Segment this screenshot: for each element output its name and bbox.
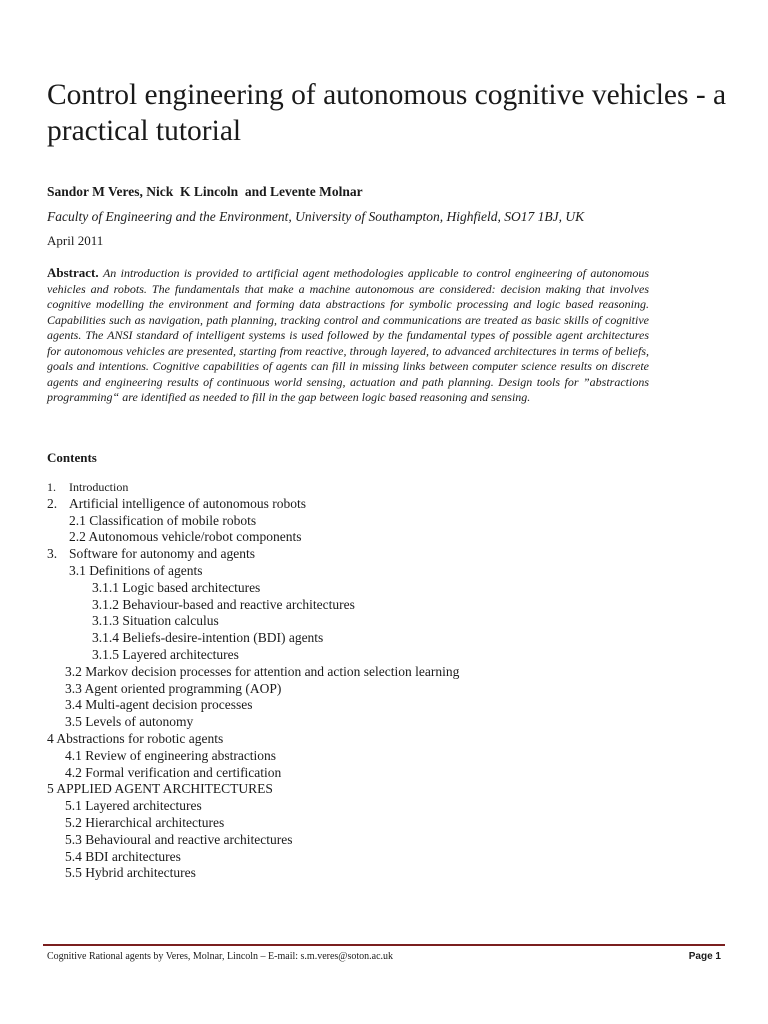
abstract-text: An introduction is provided to artificial agent methodologies applicable to control engineering of autonomous vehicles and robots. The fundamentals that make a machine autonomous are considered: decision making that involves cognitive modelling the environment and forming data abstractions for symbolic processing and logic based reasoning. Capabilities such as navigation, path planning, tracking control and communications are treated as basic skills of cognitive agents. The ANSI standard of intelligent systems is used followed by the fundamental types of possible agent architectures for autonomous vehicles are presented, starting from reactive, through layered, to advanced architectures in terms of beliefs, goals and intentions. Cognitive capabilities of agents can fill in missing links between computer science results on discrete agents and engineering results of continuous world sensing, actuation and path planning. Design tools for ”abstractions programming“ are identified as needed to fill in the gap between logic based reasoning and sensing. <box>47 266 650 404</box>
paper-title: Control engineering of autonomous cognitive vehicles - a practical tutorial <box>47 79 727 147</box>
toc-item <box>47 529 727 546</box>
toc-item <box>47 714 727 731</box>
toc-item <box>47 580 727 597</box>
toc-number: 3. <box>47 546 58 562</box>
toc-item <box>47 496 727 513</box>
toc-item <box>47 748 727 765</box>
page-number: Page 1 <box>688 951 721 962</box>
toc-label: Introduction <box>69 480 129 494</box>
toc-label: 4.2 Formal verification and certification <box>65 764 282 780</box>
toc-label: 3.1.2 Behaviour-based and reactive architectures <box>92 596 355 612</box>
toc-label: 3.5 Levels of autonomy <box>65 714 194 730</box>
toc-item <box>47 597 727 614</box>
toc-label: 5.4 BDI architectures <box>65 848 181 864</box>
date: April 2011 <box>47 233 104 248</box>
toc-item <box>47 781 727 798</box>
toc-item <box>47 798 727 815</box>
toc-label: 3.1.3 Situation calculus <box>92 613 219 629</box>
toc-label: 3.1 Definitions of agents <box>69 562 203 578</box>
toc-item <box>47 546 727 563</box>
toc-item <box>47 681 727 698</box>
toc-item <box>47 865 727 882</box>
toc-item <box>47 697 727 714</box>
toc-label: 3.1.1 Logic based architectures <box>92 579 261 595</box>
footer-divider <box>43 944 725 946</box>
toc-item <box>47 815 727 832</box>
footer-text: Cognitive Rational agents by Veres, Molnar, Lincoln – E-mail: s.m.veres@soton.ac.uk <box>47 951 394 962</box>
affiliation: Faculty of Engineering and the Environment, University of Southampton, Highfield, SO17 1BJ, UK <box>47 209 585 224</box>
toc-item <box>47 513 727 530</box>
toc-label: 3.1.5 Layered architectures <box>92 646 239 662</box>
toc-label: 3.4 Multi-agent decision processes <box>65 697 253 713</box>
toc-label: 3.2 Markov decision processes for attention and action selection learning <box>65 663 460 679</box>
toc-item <box>47 613 727 630</box>
toc-item <box>47 664 727 681</box>
toc-label: 5 APPLIED AGENT ARCHITECTURES <box>47 781 273 797</box>
toc-label: 3.1.4 Beliefs-desire-intention (BDI) agents <box>92 630 324 646</box>
toc-item <box>47 731 727 748</box>
toc-item <box>47 630 727 647</box>
table-of-contents <box>47 479 727 882</box>
toc-item <box>47 765 727 782</box>
toc-item <box>47 563 727 580</box>
toc-item <box>47 832 727 849</box>
toc-item <box>47 479 727 496</box>
abstract-label: Abstract. <box>47 265 99 280</box>
toc-label: 5.1 Layered architectures <box>65 798 202 814</box>
toc-label: Artificial intelligence of autonomous robots <box>69 495 306 511</box>
authors: Sandor M Veres, Nick K Lincoln and Levente Molnar <box>47 184 363 199</box>
toc-label: 4 Abstractions for robotic agents <box>47 730 224 746</box>
toc-number: 1. <box>47 480 56 494</box>
toc-item <box>47 647 727 664</box>
toc-label: 5.3 Behavioural and reactive architectures <box>65 831 293 847</box>
toc-item <box>47 849 727 866</box>
toc-label: 4.1 Review of engineering abstractions <box>65 747 277 763</box>
toc-number: 2. <box>47 495 58 511</box>
toc-label: 2.2 Autonomous vehicle/robot components <box>69 529 302 545</box>
abstract <box>47 265 649 406</box>
toc-label: 5.5 Hybrid architectures <box>65 865 196 881</box>
contents-heading: Contents <box>47 450 97 465</box>
toc-label: 2.1 Classification of mobile robots <box>69 512 257 528</box>
toc-label: Software for autonomy and agents <box>69 546 255 562</box>
toc-label: 3.3 Agent oriented programming (AOP) <box>65 680 282 696</box>
toc-label: 5.2 Hierarchical architectures <box>65 814 225 830</box>
